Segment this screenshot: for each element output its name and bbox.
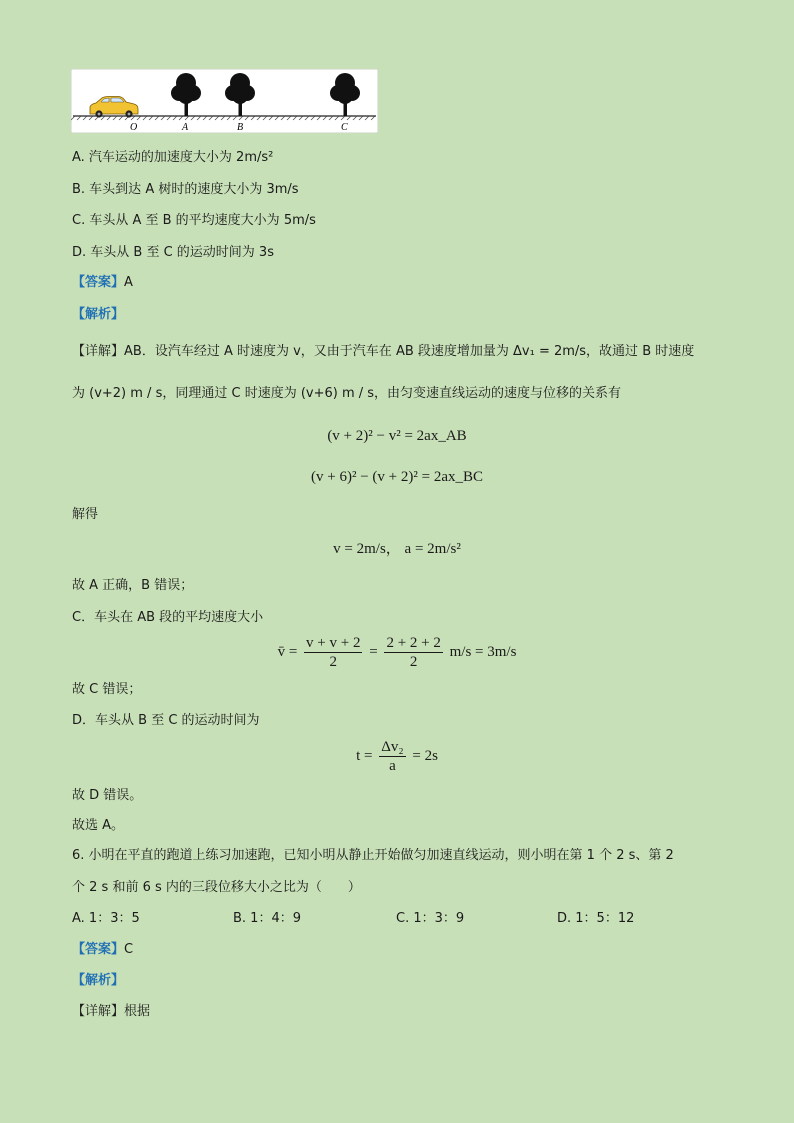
solve-label: 解得 — [72, 507, 99, 522]
equation-5 — [0, 738, 794, 775]
label-b: B — [237, 122, 244, 133]
equation-4: v̄ = $\frac{v + v + 2}{2}$ = $\frac{2 + 2 + 2}{2}$ m/s = 3m/s — [277, 635, 517, 670]
q6-line-1: 6. 小明在平直的跑道上练习加速跑，已知小明从静止开始做匀加速直线运动，则小明在第 1 个 2 s、第 2 — [72, 848, 674, 863]
conclusion-4: 故选 A。 — [72, 818, 125, 833]
q6-detail-row — [72, 1002, 150, 1022]
equation-3: v = 2m/s， a = 2m/s² — [333, 541, 461, 557]
equation-2: (v + 6)² − (v + 2)² = 2ax_BC — [311, 469, 483, 485]
q6-analysis-row — [72, 971, 124, 991]
q6-analysis-label: 【解析】 — [72, 973, 125, 988]
q6-detail-label: 【详解】 — [72, 1004, 125, 1019]
option-a: A. 汽车运动的加速度大小为 2m/s² — [72, 150, 274, 165]
d-line: D．车头从 B 至 C 的运动时间为 — [72, 713, 260, 728]
analysis-row — [72, 305, 124, 325]
eq4-fraction-2: $\frac{2 + 2 + 2}{2}$ — [386, 635, 441, 670]
option-d: D. 车头从 B 至 C 的运动时间为 3s — [72, 245, 274, 260]
eq5-lhs: t = — [356, 747, 373, 764]
equation-1: (v + 2)² − v² = 2ax_AB — [327, 428, 467, 444]
q6-answer-row — [72, 940, 133, 960]
conclusion-3: 故 D 错误。 — [72, 788, 143, 803]
answer-row — [72, 273, 133, 293]
conclusion-1: 故 A 正确，B 错误； — [72, 578, 194, 593]
label-o: O — [130, 122, 138, 133]
detail-line-2: 为 (v+2) m / s，同理通过 C 时速度为 (v+6) m / s，由匀变速直线运动的速度与位移的关系有 — [72, 386, 622, 401]
label-a: A — [182, 122, 189, 133]
eq4-rhs: m/s = 3m/s — [449, 643, 517, 660]
q6-option-a: A. 1：3：5 — [72, 911, 140, 926]
q6-option-d: D. 1：5：12 — [557, 911, 635, 926]
option-b: B. 车头到达 A 树时的速度大小为 3m/s — [72, 182, 299, 197]
conclusion-2: 故 C 错误； — [72, 682, 142, 697]
road-figure — [71, 69, 378, 133]
option-c: C. 车头从 A 至 B 的平均速度大小为 5m/s — [72, 213, 316, 228]
q6-answer-label: 【答案】 — [72, 942, 125, 957]
eq4-fraction-1: $\frac{v + v + 2}{2}$ — [306, 635, 361, 670]
c-line: C．车头在 AB 段的平均速度大小 — [72, 610, 264, 625]
detail-text-1: AB．设汽车经过 A 时速度为 v，又由于汽车在 AB 段速度增加量为 Δv₁ = 2m/s，故通过 B 时速度 — [124, 344, 695, 359]
q6-answer-value: C — [124, 942, 134, 957]
eq5-fraction: $\frac{\text{Δv₂}}{a}$ — [381, 739, 404, 774]
eq4-lhs: v̄ = — [277, 643, 298, 660]
eq5-rhs: = 2s — [412, 747, 438, 764]
answer-value: A — [124, 275, 133, 290]
q6-detail-text: 根据 — [124, 1004, 151, 1019]
analysis-label: 【解析】 — [72, 307, 125, 322]
q6-line-2: 个 2 s 和前 6 s 内的三段位移大小之比为（ ） — [72, 880, 361, 895]
q6-option-b: B. 1：4：9 — [233, 911, 301, 926]
label-c: C — [341, 122, 348, 133]
detail-label: 【详解】 — [72, 344, 125, 359]
q6-option-c: C. 1：3：9 — [396, 911, 465, 926]
detail-line-1 — [72, 342, 694, 362]
answer-label: 【答案】 — [72, 275, 125, 290]
